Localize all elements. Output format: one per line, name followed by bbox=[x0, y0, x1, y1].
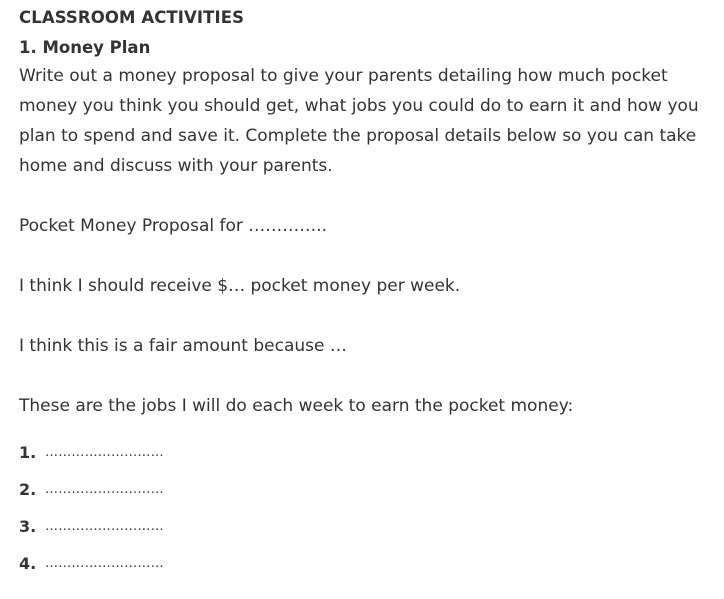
list-item bbox=[19, 545, 705, 582]
spacer bbox=[19, 241, 705, 271]
intro-paragraph: Write out a money proposal to give your parents detailing how much pocket money you think you should get, what jobs you could do to earn it and how you plan to spend and save it. Complete the proposal details below so you can take home and discuss with your parents. bbox=[19, 66, 699, 176]
activity-title: 1. Money Plan bbox=[19, 38, 151, 57]
list-number: 1. bbox=[19, 443, 37, 462]
list-blank-line: ……………………… bbox=[45, 519, 164, 534]
list-number: 4. bbox=[19, 554, 37, 573]
list-number: 3. bbox=[19, 517, 37, 536]
proposal-line: Pocket Money Proposal for ………….. bbox=[19, 216, 328, 236]
list-item bbox=[19, 508, 705, 545]
list-number: 2. bbox=[19, 480, 37, 499]
list-item bbox=[19, 471, 705, 508]
jobs-intro-line: These are the jobs I will do each week to earn the pocket money: bbox=[19, 396, 574, 416]
section-heading: CLASSROOM ACTIVITIES bbox=[19, 8, 245, 27]
list-blank-line: ……………………… bbox=[45, 482, 164, 497]
list-blank-line: ……………………… bbox=[45, 556, 164, 571]
spacer bbox=[19, 301, 705, 331]
jobs-list bbox=[19, 434, 705, 582]
spacer bbox=[19, 361, 705, 391]
spacer bbox=[19, 181, 705, 211]
list-blank-line: ……………………… bbox=[45, 445, 164, 460]
fair-amount-line: I think this is a fair amount because … bbox=[19, 336, 347, 356]
amount-line: I think I should receive $… pocket money per week. bbox=[19, 276, 461, 296]
list-item bbox=[19, 434, 705, 471]
